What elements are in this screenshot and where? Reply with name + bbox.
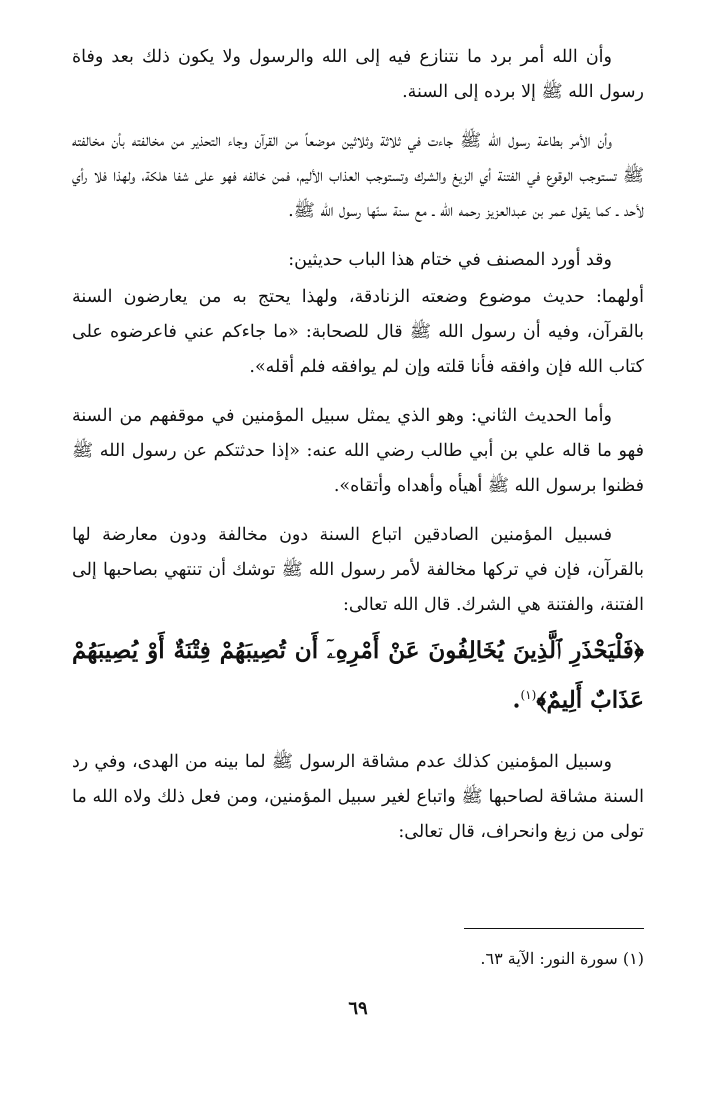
footnote-ref: (١): [520, 688, 537, 702]
paragraph-return-to-sunnah: وأن الله أمر برد ما نتنازع فيه إلى الله والرسول ولا يكون ذلك بعد وفاة رسول الله ﷺ إلا برده إلى السنة.: [72, 47, 644, 102]
footnote-divider: [464, 928, 644, 929]
verse-text: ﴿فَلْيَحْذَرِ ٱلَّذِينَ يُخَالِفُونَ عَنْ أَمْرِهِۦٓ أَن تُصِيبَهُمْ فِتْنَةٌ أَوْ يُصِيبَهُمْ عَذَابٌ أَلِيمٌ﴾: [72, 637, 644, 714]
paragraph-obedience: وأن الأمر بطاعة رسول الله ﷺ جاءت في ثلاثة وثلاثين موضعاً من القرآن وجاء التحذير من مخالفته بأن مخالفته ﷺ تستوجب الوقوع في الفتنة أي الزيغ والشرك وتستوجب العذاب الأليم، فمن خالفه فهو على شفا هلكة، ولهذا فلا رأي لأحد ـ كما يقول عمر بن عبدالعزيز رحمه الله ـ مع سنة سنّها رسول الله ﷺ.: [72, 131, 644, 221]
page-number: ٦٩: [348, 998, 368, 1019]
paragraph-opposing-messenger: وسبيل المؤمنين كذلك عدم مشاقة الرسول ﷺ لما بينه من الهدى، وفي رد السنة مشاقة لصاحبها ﷺ واتباع لغير سبيل المؤمنين، ومن فعل ذلك ولاه الله ما تولى من زيغ وانحراف، قال تعالى:: [72, 751, 644, 842]
paragraph-path-of-believers: فسبيل المؤمنين الصادقين اتباع السنة دون مخالفة ودون معارضة لها بالقرآن، فإن في تركها مخالفة لأمر رسول الله ﷺ توشك أن تنتهي بصاحبها إلى الفتنة، والفتنة هي الشرك. قال الله تعالى:: [72, 525, 644, 615]
quran-verse: [72, 629, 644, 723]
paragraph-two-hadiths-intro: وقد أورد المصنف في ختام هذا الباب حديثين:: [288, 250, 612, 270]
footnote: (١) سورة النور: الآية ٦٣.: [480, 949, 644, 968]
paragraph-second-hadith: وأما الحديث الثاني: وهو الذي يمثل سبيل المؤمنين في موقفهم من السنة فهو ما قاله علي بن أبي طالب رضي الله عنه: «إذا حدثتكم عن رسول الله ﷺ فظنوا برسول الله ﷺ أهيأه وأهداه وأتقاه».: [72, 406, 644, 496]
paragraph-first-hadith: أولهما: حديث موضوع وضعته الزنادقة، ولهذا يحتج به من يعارضون السنة بالقرآن، وفيه أن رسول الله ﷺ قال للصحابة: «ما جاءكم عني فاعرضوه على كتاب الله فإن وافقه فأنا قلته وإن لم يوافقه فلم أقله».: [72, 287, 644, 377]
verse-end: .: [512, 686, 521, 714]
book-page: [72, 40, 644, 1060]
